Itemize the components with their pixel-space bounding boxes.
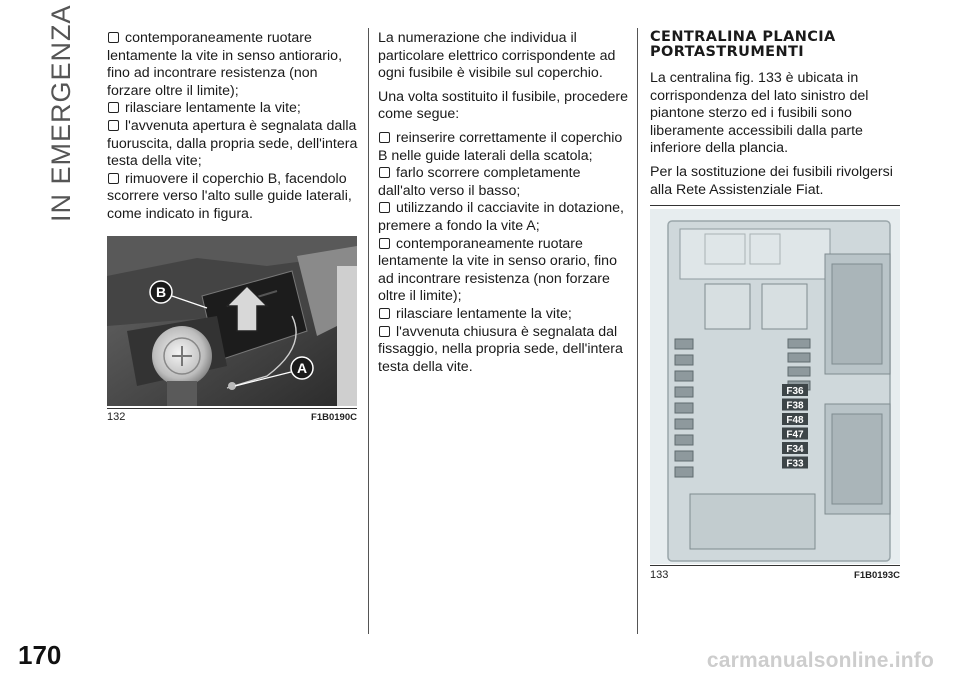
- fuse-slot: [675, 339, 693, 349]
- text-line: [378, 89, 630, 107]
- section-tab-label: IN EMERGENZA: [46, 4, 76, 222]
- section-tab: [38, 4, 88, 242]
- text-line: [378, 306, 630, 324]
- text-line: [650, 88, 900, 106]
- text-line: [107, 83, 359, 101]
- figure-132-photo: [107, 236, 357, 406]
- text-line: [378, 165, 630, 183]
- text-line: [107, 136, 359, 154]
- fuse-slot: [675, 403, 693, 413]
- fuse-slot: [675, 435, 693, 445]
- text-span: come segue:: [378, 106, 460, 123]
- heading-line: PORTASTRUMENTI: [650, 44, 805, 60]
- checkbox-bullet-icon: [379, 238, 390, 249]
- text-line: [107, 188, 359, 206]
- text-span: rimuovere il coperchio B, facendolo: [125, 170, 347, 187]
- paragraph: [378, 89, 630, 124]
- list-item: [378, 165, 630, 200]
- column-divider: [637, 28, 638, 634]
- checkbox-bullet-icon: [108, 102, 119, 113]
- text-line: [650, 123, 900, 141]
- figure-133-fuse-box: [650, 209, 900, 564]
- text-span: alla Rete Assistenziale Fiat.: [650, 181, 824, 198]
- text-span: lentamente la vite in senso orario, fino: [378, 253, 617, 270]
- text-span: oltre il limite);: [378, 288, 462, 305]
- list-item: [107, 100, 359, 118]
- text-span: fissaggio, nella propria sede, dell'intera: [378, 341, 623, 358]
- text-span: contemporaneamente ruotare: [396, 235, 583, 252]
- text-line: [650, 140, 900, 158]
- text-span: ogni fusibile è visibile sul coperchio.: [378, 65, 603, 82]
- text-line: [378, 200, 630, 218]
- figure-rule: [650, 205, 900, 206]
- figure-code: F1B0193C: [854, 570, 900, 581]
- section-heading: [650, 30, 900, 60]
- checkbox-bullet-icon: [108, 32, 119, 43]
- text-line: [107, 206, 359, 224]
- checkbox-bullet-icon: [379, 132, 390, 143]
- text-span: piantone sterzo ed i fusibili sono: [650, 105, 852, 122]
- text-span: liberamente accessibili dalla parte: [650, 122, 863, 139]
- text-span: scorrere verso l'alto sulle guide laterali,: [107, 188, 352, 205]
- figure-133: [650, 205, 900, 587]
- text-line: [107, 100, 359, 118]
- checkbox-bullet-icon: [379, 167, 390, 178]
- fuse-label: F38: [786, 400, 804, 412]
- fuse-slot: [788, 353, 810, 362]
- text-line: [378, 48, 630, 66]
- text-line: [650, 164, 900, 182]
- paragraph: [650, 164, 900, 199]
- text-line: [650, 182, 900, 200]
- callout-a: A: [296, 360, 308, 376]
- text-span: fuoruscita, dalla propria sede, dell'intera: [107, 135, 358, 152]
- fuse-label: F34: [786, 444, 804, 455]
- fuse-slot: [675, 467, 693, 477]
- list-item: [107, 171, 359, 224]
- text-line: [378, 218, 630, 236]
- text-line: [378, 253, 630, 271]
- list-item: [378, 200, 630, 235]
- text-span: B nelle guide laterali della scatola;: [378, 147, 593, 164]
- text-span: farlo scorrere completamente: [396, 165, 581, 182]
- text-span: reinserire correttamente il coperchio: [396, 129, 623, 146]
- fuse-label: F36: [786, 386, 804, 397]
- text-line: [378, 324, 630, 342]
- fuse-slot: [675, 387, 693, 397]
- list-item: [107, 30, 359, 100]
- text-span: l'avvenuta apertura è segnalata dalla: [125, 117, 357, 134]
- checkbox-bullet-icon: [379, 326, 390, 337]
- text-span: La numerazione che individua il: [378, 30, 577, 46]
- checkbox-bullet-icon: [379, 202, 390, 213]
- checkbox-bullet-icon: [379, 308, 390, 319]
- callout-b: B: [155, 284, 167, 300]
- text-line: [107, 48, 359, 66]
- list-item: [107, 118, 359, 171]
- text-span: premere a fondo la vite A;: [378, 217, 540, 234]
- text-line: [378, 65, 630, 83]
- fuse-slot: [788, 367, 810, 376]
- list-item: [378, 130, 630, 165]
- column-divider: [368, 28, 369, 634]
- text-line: [378, 341, 630, 359]
- fuse-slot: [675, 371, 693, 381]
- text-line: [107, 65, 359, 83]
- text-span: Una volta sostituito il fusibile, procedere: [378, 88, 628, 105]
- text-span: dall'alto verso il basso;: [378, 182, 521, 199]
- fuse-slot: [788, 339, 810, 348]
- checkbox-bullet-icon: [108, 120, 119, 131]
- text-span: ad incontrare resistenza (non forzare: [378, 270, 610, 287]
- text-span: particolare elettrico corrispondente ad: [378, 47, 616, 64]
- column-2: [378, 30, 630, 376]
- text-span: testa della vite;: [107, 153, 202, 170]
- text-span: come indicato in figura.: [107, 205, 253, 222]
- text-line: [378, 106, 630, 124]
- text-span: rilasciare lentamente la vite;: [396, 305, 572, 322]
- text-span: rilasciare lentamente la vite;: [125, 100, 301, 117]
- text-span: forzare oltre il limite);: [107, 82, 239, 99]
- text-line: [378, 130, 630, 148]
- fuse-label: F33: [786, 458, 804, 470]
- figure-132: [107, 236, 357, 426]
- text-span: l'avvenuta chiusura è segnalata dal: [396, 323, 618, 340]
- heading-line: CENTRALINA PLANCIA: [650, 29, 836, 45]
- column-3: [650, 30, 900, 205]
- figure-code: F1B0190C: [311, 412, 357, 423]
- text-line: [107, 171, 359, 189]
- text-line: [378, 236, 630, 254]
- text-span: testa della vite.: [378, 358, 473, 375]
- paragraph: [378, 30, 630, 83]
- fuse-slot: [675, 451, 693, 461]
- list-item: [378, 306, 630, 324]
- text-line: [378, 183, 630, 201]
- text-span: inferiore della plancia.: [650, 140, 789, 157]
- text-span: contemporaneamente ruotare: [125, 30, 312, 46]
- text-line: [378, 148, 630, 166]
- paragraph: [650, 70, 900, 158]
- text-span: utilizzando il cacciavite in dotazione,: [396, 200, 624, 217]
- text-line: [378, 288, 630, 306]
- fuse-label: F47: [786, 429, 804, 441]
- figure-number: 132: [107, 411, 126, 423]
- column-1: [107, 30, 359, 224]
- checkbox-bullet-icon: [108, 173, 119, 184]
- text-span: fino ad incontrare resistenza (non: [107, 65, 318, 82]
- text-span: Per la sostituzione dei fusibili rivolgersi: [650, 163, 893, 180]
- text-line: [378, 359, 630, 377]
- text-line: [107, 30, 359, 48]
- text-span: lentamente la vite in senso antiorario,: [107, 47, 343, 64]
- text-span: La centralina fig. 133 è ubicata in: [650, 70, 859, 86]
- figure-number: 133: [650, 569, 669, 581]
- fuse-slot: [675, 355, 693, 365]
- watermark: carmanualsonline.info: [706, 649, 934, 672]
- fuse-slot: [675, 419, 693, 429]
- text-line: [378, 30, 630, 48]
- list-item: [378, 324, 630, 377]
- text-span: corrispondenza del lato sinistro del: [650, 87, 869, 104]
- fuse-label: F48: [786, 415, 804, 426]
- page-number: 170: [18, 640, 62, 670]
- text-line: [650, 105, 900, 123]
- text-line: [107, 118, 359, 136]
- figure-rule: [650, 565, 900, 566]
- text-line: [378, 271, 630, 289]
- text-line: [107, 153, 359, 171]
- list-item: [378, 236, 630, 306]
- text-line: [650, 70, 900, 88]
- figure-rule: [107, 408, 357, 409]
